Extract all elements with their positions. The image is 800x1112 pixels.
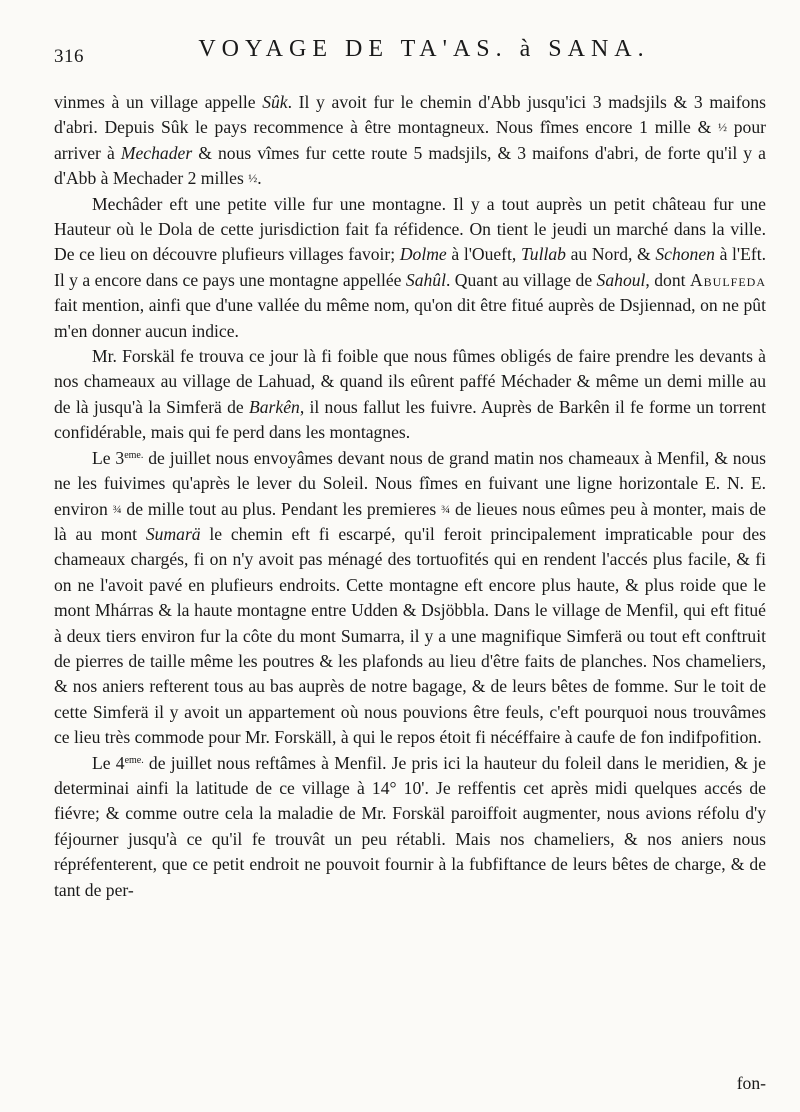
text-run: de juillet nous envoyâmes devant nous de grand matin nos chameaux à Menfil, & nous ne les fuivimes qu'après le lever du Soleil. Nous fîmes en fuivant une ligne horizontale E. N. E. environ (54, 447, 766, 519)
page-number: 316 (54, 46, 84, 67)
text-run: Mechâder eft une petite ville fur une montagne. Il y a tout auprès un petit château fur une Hauteur où le Dola de cette jurisdiction fait fa réfidence. On tient le jeudi un marché dans la ville. De ce lieu on découvre plufieurs villages favoir; (54, 193, 766, 265)
text-run: Mr. Forskäl fe trouva ce jour là fi foible que nous fûmes obligés de faire prendre les devants à nos chameaux au village de Lahuad, & quand ils eûrent paffé Méchader & même un demi mille au de là jusqu'à la Simferä de (54, 346, 766, 417)
fraction: ¾ (441, 501, 451, 516)
text-run: . Il y avoit fur le chemin d'Abb jusqu'ici 3 madsjils & 3 maifons d'abri. Depuis Sûk le pays recommence à être montagneux. Nous fîmes encore 1 mille & (54, 92, 766, 138)
text-run: à l'Eft. Il y a encore dans ce pays une montagne appellée (54, 244, 766, 290)
text-run: Le 3 (92, 447, 125, 468)
fraction: ½ (248, 171, 258, 186)
italic-text: Sahûl (405, 269, 446, 290)
catchword: fon- (736, 1073, 766, 1093)
text-run: , dont (645, 269, 690, 290)
text-run: & nous vîmes fur cette route 5 madsjils, & 3 maifons d'abri, de forte qu'il y a d'Abb à Mechader 2 milles (54, 142, 766, 189)
italic-text: Sumarä (145, 523, 201, 544)
superscript: eme. (124, 754, 144, 766)
text-run: , il nous fallut les fuivre. Auprès de Barkên il fe forme un torrent confidérable, mais qui fe perd dans les montagnes. (54, 396, 766, 443)
italic-text: Mechader (120, 142, 193, 163)
italic-text: Dolme (399, 244, 447, 265)
paragraph (54, 192, 766, 344)
running-title: VOYAGE DE TA'AS. à SANA. (198, 36, 650, 62)
text-run: fait mention, ainfi que d'une vallée du même nom, qu'on dit être fitué auprès de Dsjiennad, on ne pût m'en donner aucun indice. (54, 295, 766, 341)
italic-text: Sûk (262, 92, 288, 112)
italic-text: Tullab (520, 244, 566, 265)
text-run: de lieues nous eûmes peu à monter, mais de là au mont (54, 498, 766, 544)
text-run: de juillet nous reftâmes à Menfil. Je pris ici la hauteur du foleil dans le meridien, & je determinai ainfi la latitude de ce village à 14° 10'. Je reffentis cet après midi quelques accés de fiévre; & comme outre cela la maladie de Mr. Forskäl paroiffoit augmenter, nous avions réfolu d'y féjourner jusqu'à ce qu'il fe trouvât un peu rétabli. Mais nos chameliers, & nos aniers nous répréfenterent, que ce petit endroit ne pouvoit fournir à la fubfiftance de leurs bêtes de charge, & de tant de per- (54, 752, 766, 900)
paragraph (54, 90, 766, 192)
text-run: de mille tout au plus. Pendant les premieres (121, 498, 442, 519)
text-run: . (257, 168, 262, 189)
paragraph (54, 751, 766, 903)
italic-text: Barkên (249, 396, 300, 417)
paragraph (54, 446, 766, 751)
paragraph (54, 344, 766, 446)
small-caps-text: Abulfeda (689, 269, 766, 290)
fraction: ¾ (112, 501, 122, 516)
fraction: ½ (718, 120, 728, 135)
text-run: à l'Oueft, (446, 244, 521, 265)
text-run: au Nord, & (565, 244, 656, 265)
superscript: eme. (124, 449, 144, 461)
body-text (54, 90, 766, 903)
text-run: le chemin eft fi escarpé, qu'il feroit principalement impraticable pour des chameaux chargés, fi on n'y avoit pas ménagé des tortuofités qui en rendent l'accés plus facile, & fi on ne l'avoit pavé en plufieurs endroits. Cette montagne eft encore plus haute, & plus roide que le mont Mhárras & la haute montagne entre Udden & Dsjöbbla. Dans le village de Menfil, qui eft fitué à deux tiers environ fur la côte du mont Sumarra, il y a une magnifique Simferä ou tout eft conftruit de pierres de taille même les poutres & les plafonds au lieu d'être faits de planches. Nos chameliers, & nos aniers refterent tous au bas auprès de notre bagage, & de leurs bêtes de fomme. Sur le toit de cette Simferä il y avoit un appartement où nous pouvions être feuls, c'eft pourquoi nous trouvâmes ce lieu très commode pour Mr. Forskäll, à qui le repos étoit fi nécéffaire à caufe de fon indifpofition. (54, 523, 766, 748)
text-run: pour arriver à (54, 117, 766, 163)
text-run: Le 4 (92, 752, 125, 773)
text-run: vinmes à un village appelle (54, 92, 263, 112)
italic-text: Schonen (655, 244, 715, 265)
text-run: . Quant au village de (445, 269, 597, 290)
page-header (54, 36, 754, 68)
italic-text: Sahoul (596, 269, 646, 290)
